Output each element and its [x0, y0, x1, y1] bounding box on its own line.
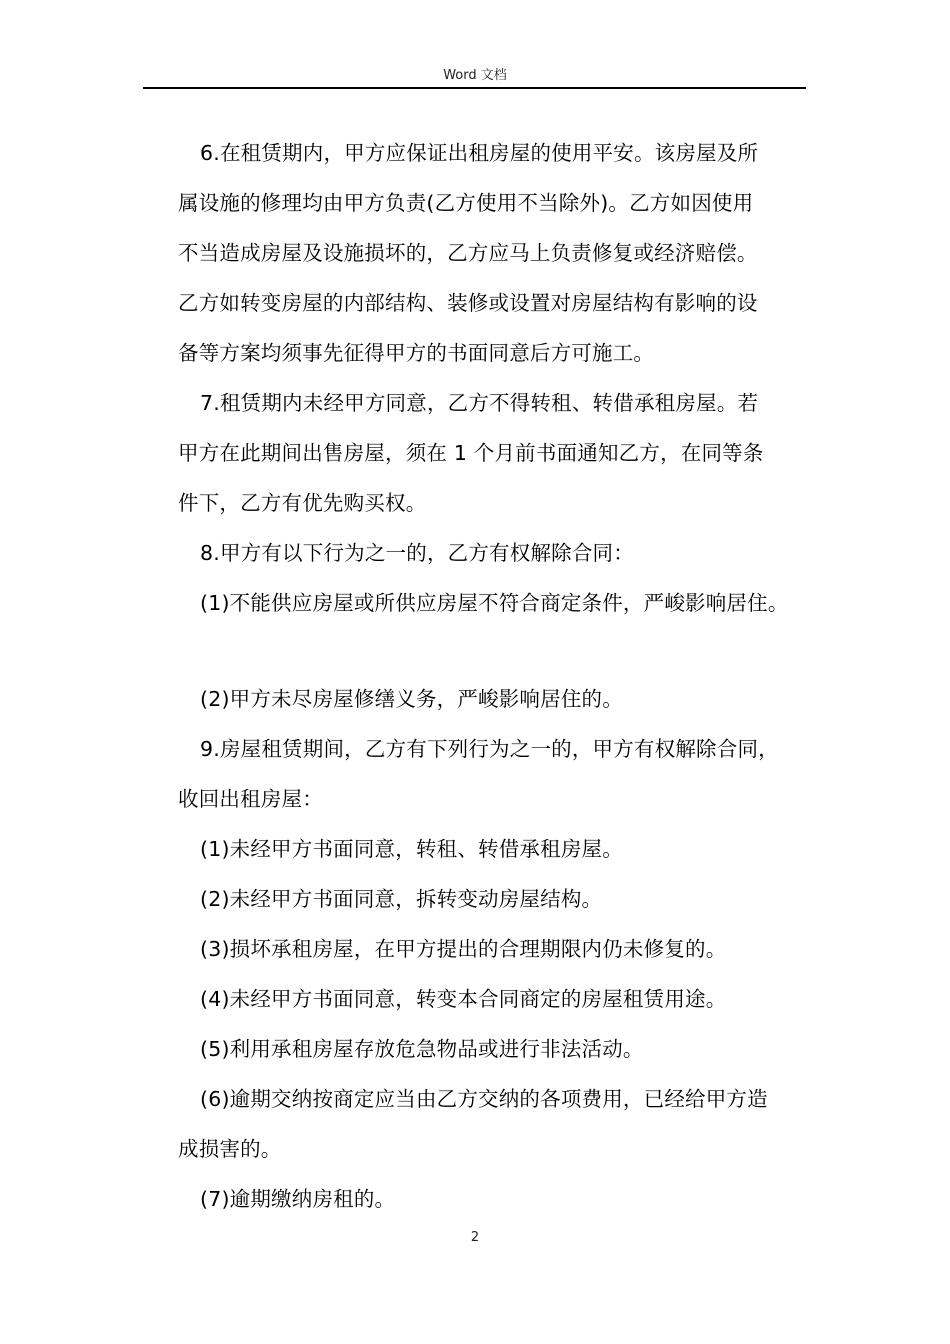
clause-9-item-5: (5)利用承租房屋存放危急物品或进行非法活动。 — [200, 1037, 644, 1061]
clause-9-item-1: (1)未经甲方书面同意，转租、转借承租房屋。 — [200, 837, 623, 861]
clause-6-line-2: 属设施的修理均由甲方负责(乙方使用不当除外)。乙方如因使用 — [178, 191, 754, 215]
clause-8-heading: 8.甲方有以下行为之一的，乙方有权解除合同： — [200, 541, 634, 565]
clause-9-item-6-line-2: 成损害的。 — [178, 1137, 282, 1161]
clause-9-item-4: (4)未经甲方书面同意，转变本合同商定的房屋租赁用途。 — [200, 987, 727, 1011]
header-divider — [143, 87, 806, 89]
clause-6-line-1: 6.在租赁期内，甲方应保证出租房屋的使用平安。该房屋及所 — [200, 141, 759, 165]
clause-7-line-3: 件下，乙方有优先购买权。 — [178, 491, 427, 515]
page-header-title: Word 文档 — [443, 68, 507, 83]
clause-8-item-2: (2)甲方未尽房屋修缮义务，严峻影响居住的。 — [200, 687, 623, 711]
clause-9-line-2: 收回出租房屋： — [178, 787, 323, 811]
clause-9-item-3: (3)损坏承租房屋，在甲方提出的合理期限内仍未修复的。 — [200, 937, 727, 961]
clause-9-item-2: (2)未经甲方书面同意，拆转变动房屋结构。 — [200, 887, 603, 911]
clause-9-line-1: 9.房屋租赁期间，乙方有下列行为之一的，甲方有权解除合同， — [200, 737, 779, 761]
clause-9-item-7: (7)逾期缴纳房租的。 — [200, 1187, 396, 1211]
paragraph-spacer — [178, 628, 818, 674]
clause-8-item-1: (1)不能供应房屋或所供应房屋不符合商定条件，严峻影响居住。 — [200, 591, 789, 615]
clause-7-line-2: 甲方在此期间出售房屋，须在 1 个月前书面通知乙方，在同等条 — [178, 441, 764, 465]
clause-6-line-4: 乙方如转变房屋的内部结构、装修或设置对房屋结构有影响的设 — [178, 291, 758, 315]
clause-6-line-3: 不当造成房屋及设施损坏的，乙方应马上负责修复或经济赔偿。 — [178, 241, 758, 265]
clause-7-line-1: 7.租赁期内未经甲方同意，乙方不得转租、转借承租房屋。若 — [200, 391, 759, 415]
clause-6-line-5: 备等方案均须事先征得甲方的书面同意后方可施工。 — [178, 341, 655, 365]
document-body — [178, 128, 818, 1224]
page-number: 2 — [470, 1230, 480, 1245]
clause-9-item-6-line-1: (6)逾期交纳按商定应当由乙方交纳的各项费用，已经给甲方造 — [200, 1087, 768, 1111]
